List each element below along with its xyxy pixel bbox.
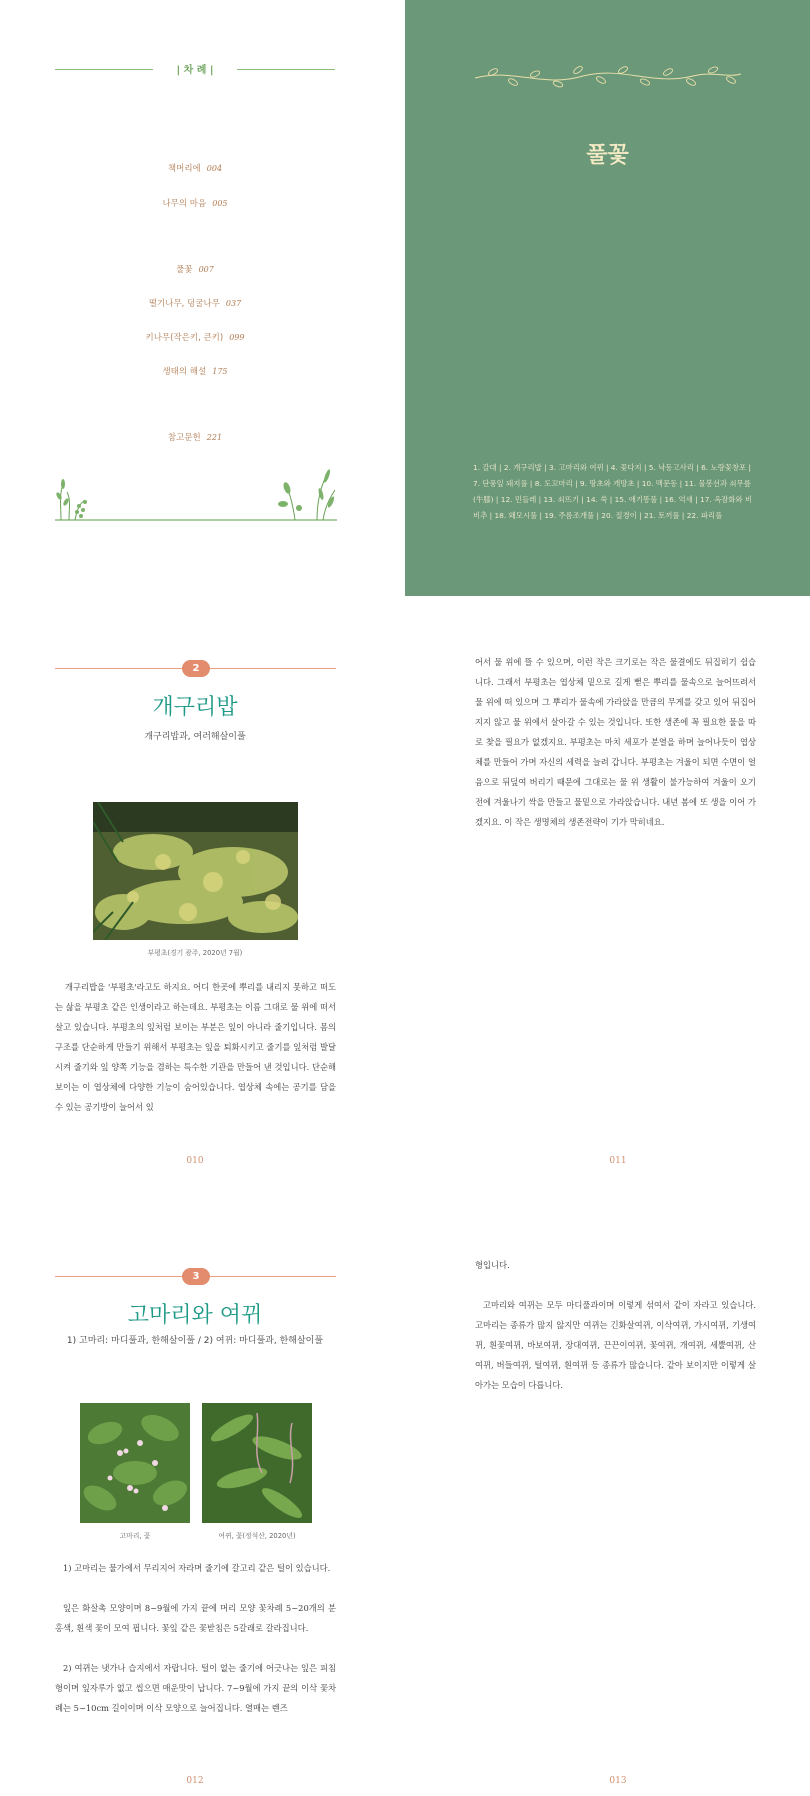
body-paragraph: 2) 여뀌는 냇가나 습지에서 자랍니다. 털이 없는 줄기에 어긋나는 잎은 피침형이며 잎자루가 없고 씹으면 매운맛이 납니다. 7~9월에 가지 끝의 이삭 꽃차례는 5~10cm 길이이며 이삭 모양으로 늘어집니다. 열매는 렌즈 — [55, 1663, 336, 1713]
toc-item[interactable]: 참고문헌 221 — [167, 433, 223, 443]
chapter-title: 고마리와 여뀌 — [127, 1303, 263, 1328]
chapter-header — [55, 1268, 336, 1286]
toc-page — [0, 0, 405, 596]
page-number: 012 — [186, 1776, 204, 1786]
toc-item[interactable]: 나무의 마음 005 — [162, 199, 228, 209]
photo-caption: 여뀌, 꽃(정석산, 2020년) — [218, 1532, 296, 1540]
duckweed-photo — [93, 802, 298, 940]
toc-header — [55, 61, 335, 77]
toc-title: | 차 례 | — [176, 65, 214, 76]
toc-item[interactable]: 생태의 해설 175 — [162, 367, 228, 377]
chapter-subtitle: 개구리밥과, 여러해살이풀 — [144, 732, 246, 742]
page-number: 013 — [609, 1776, 627, 1786]
page-number: 011 — [609, 1156, 627, 1166]
vine-ornament — [473, 62, 743, 92]
toc-item[interactable]: 책머리에 004 — [167, 164, 223, 174]
body-text: 어서 물 위에 뜰 수 있으며, 이런 작은 크기로는 작은 물결에도 뒤집히기 쉽습니다. 그래서 부평초는 엽상체 밑으로 길게 뻗은 뿌리를 물속으로 늘어뜨려서 물 위에 떠 있으며 그 뿌리가 물속에 가라앉을 만큼의 무게를 갖고 있어 뒤집어 지지 않고 물 위에서 살아갈 수 있는 것입니다. 또한 생존에 꼭 필요한 물을 따로 찾을 필요가 없겠지요. 부평초는 마치 세포가 분열을 하며 늘어나듯이 엽상체를 만들어 가며 자신의 세력을 늘려 갑니다. 부평초는 겨울이 되면 수면이 얼음으로 뒤덮여 버리기 때문에 그대로는 물 위 생활이 불가능하여 겨울이 오기 전에 겨울나기 싹을 만들고 물밑으로 가라앉습니다. 내년 봄에 또 생을 이어 가겠지요. 이 작은 생명체의 생존전략이 기가 막히네요. — [475, 657, 756, 827]
section-title: 풀꽃 — [586, 143, 629, 168]
toc-item[interactable]: 키나무(작은키, 큰키) 099 — [145, 333, 245, 343]
plants-illustration — [55, 466, 337, 522]
page-number: 010 — [186, 1156, 204, 1166]
chapter-number-badge: 3 — [182, 1268, 210, 1285]
page-010 — [0, 622, 405, 1182]
body-paragraph: 잎은 화살촉 모양이며 8~9월에 가지 끝에 머리 모양 꽃차례 5~20개의 분홍색, 흰색 꽃이 모여 핍니다. 꽃잎 같은 꽃받침은 5갈래로 갈라집니다. — [55, 1603, 336, 1633]
body-paragraph: 1) 고마리는 물가에서 무리지어 자라며 줄기에 갈고리 같은 털이 있습니다. — [63, 1563, 331, 1573]
section-cover-page — [405, 0, 810, 596]
body-paragraph: 형입니다. — [475, 1260, 510, 1270]
body-paragraph: 고마리와 여뀌는 모두 마디풀과이며 이렇게 섞여서 같이 자라고 있습니다. 고마리는 종류가 많지 않지만 여뀌는 긴화살여뀌, 이삭여뀌, 가시여뀌, 기생여뀌, 흰꽃여뀌, 바보여뀌, 장대여뀌, 끈끈이여뀌, 꽃여뀌, 개여뀌, 세뿔여뀌, 산여뀌, 버들여뀌, 털여뀌, 흰여뀌 등 종류가 많습니다. 같아 보이지만 이렇게 살아가는 모습이 다릅니다. — [475, 1300, 756, 1390]
chapter-number-badge: 2 — [182, 660, 210, 677]
yeokkwi-photo — [202, 1403, 312, 1523]
photo-caption: 부평초(경기 광주, 2020년 7월) — [147, 949, 243, 957]
chapter-subtitle: 1) 고마리: 마디풀과, 한해살이풀 / 2) 여뀌: 마디풀과, 한해살이풀 — [66, 1336, 324, 1346]
body-text: 개구리밥을 '부평초'라고도 하지요. 어디 한곳에 뿌리를 내리지 못하고 떠도는 삶을 부평초 같은 인생이라고 하는데요. 부평초는 이름 그대로 물 위에 떠서 살고 있습니다. 부평초의 잎처럼 보이는 부분은 잎이 아니라 줄기입니다. 몸의 구조를 단순하게 만들기 위해서 부평초는 잎을 퇴화시키고 줄기를 잎처럼 발달시켜 줄기와 잎 양쪽 기능을 겸하는 특수한 기관을 만들어 낸 것입니다. 단순해 보이는 이 엽상체에 다양한 기능이 숨어있습니다. 엽상체 속에는 공기를 담을 수 있는 공기방이 늘어서 있 — [55, 982, 336, 1112]
section-contents-list: 1. 갈대 | 2. 개구리밥 | 3. 고마리와 여뀌 | 4. 꽃다지 | 5. 낙동고사리 | 6. 노랑꽃창포 | 7. 단풍잎 돼지풀 | 8. 도꼬마리 | 9. 땅초와 개망초 | 10. 맥문동 | 11. 물봉선과 쇠무릎(牛膝) | 12. 민들레 | 13. 쇠뜨기 | 14. 쑥 | 15. 애기똥풀 | 16. 억새 | 17. 옥잠화와 비비추 | 18. 왜모시풀 | 19. 주름조개풀 | 20. 질경이 | 21. 토끼풀 | 22. 파리풀 — [473, 463, 753, 520]
toc-item[interactable]: 풀꽃 007 — [176, 265, 214, 275]
page-013 — [405, 1220, 810, 1796]
page-012 — [0, 1220, 405, 1796]
page-011 — [405, 622, 810, 1182]
toc-item[interactable]: 떨기나무, 덩굴나무 037 — [148, 299, 242, 309]
chapter-header — [55, 660, 336, 678]
chapter-title: 개구리밥 — [152, 695, 238, 720]
gomari-photo — [80, 1403, 190, 1523]
photo-caption: 고마리, 꽃 — [119, 1532, 151, 1540]
